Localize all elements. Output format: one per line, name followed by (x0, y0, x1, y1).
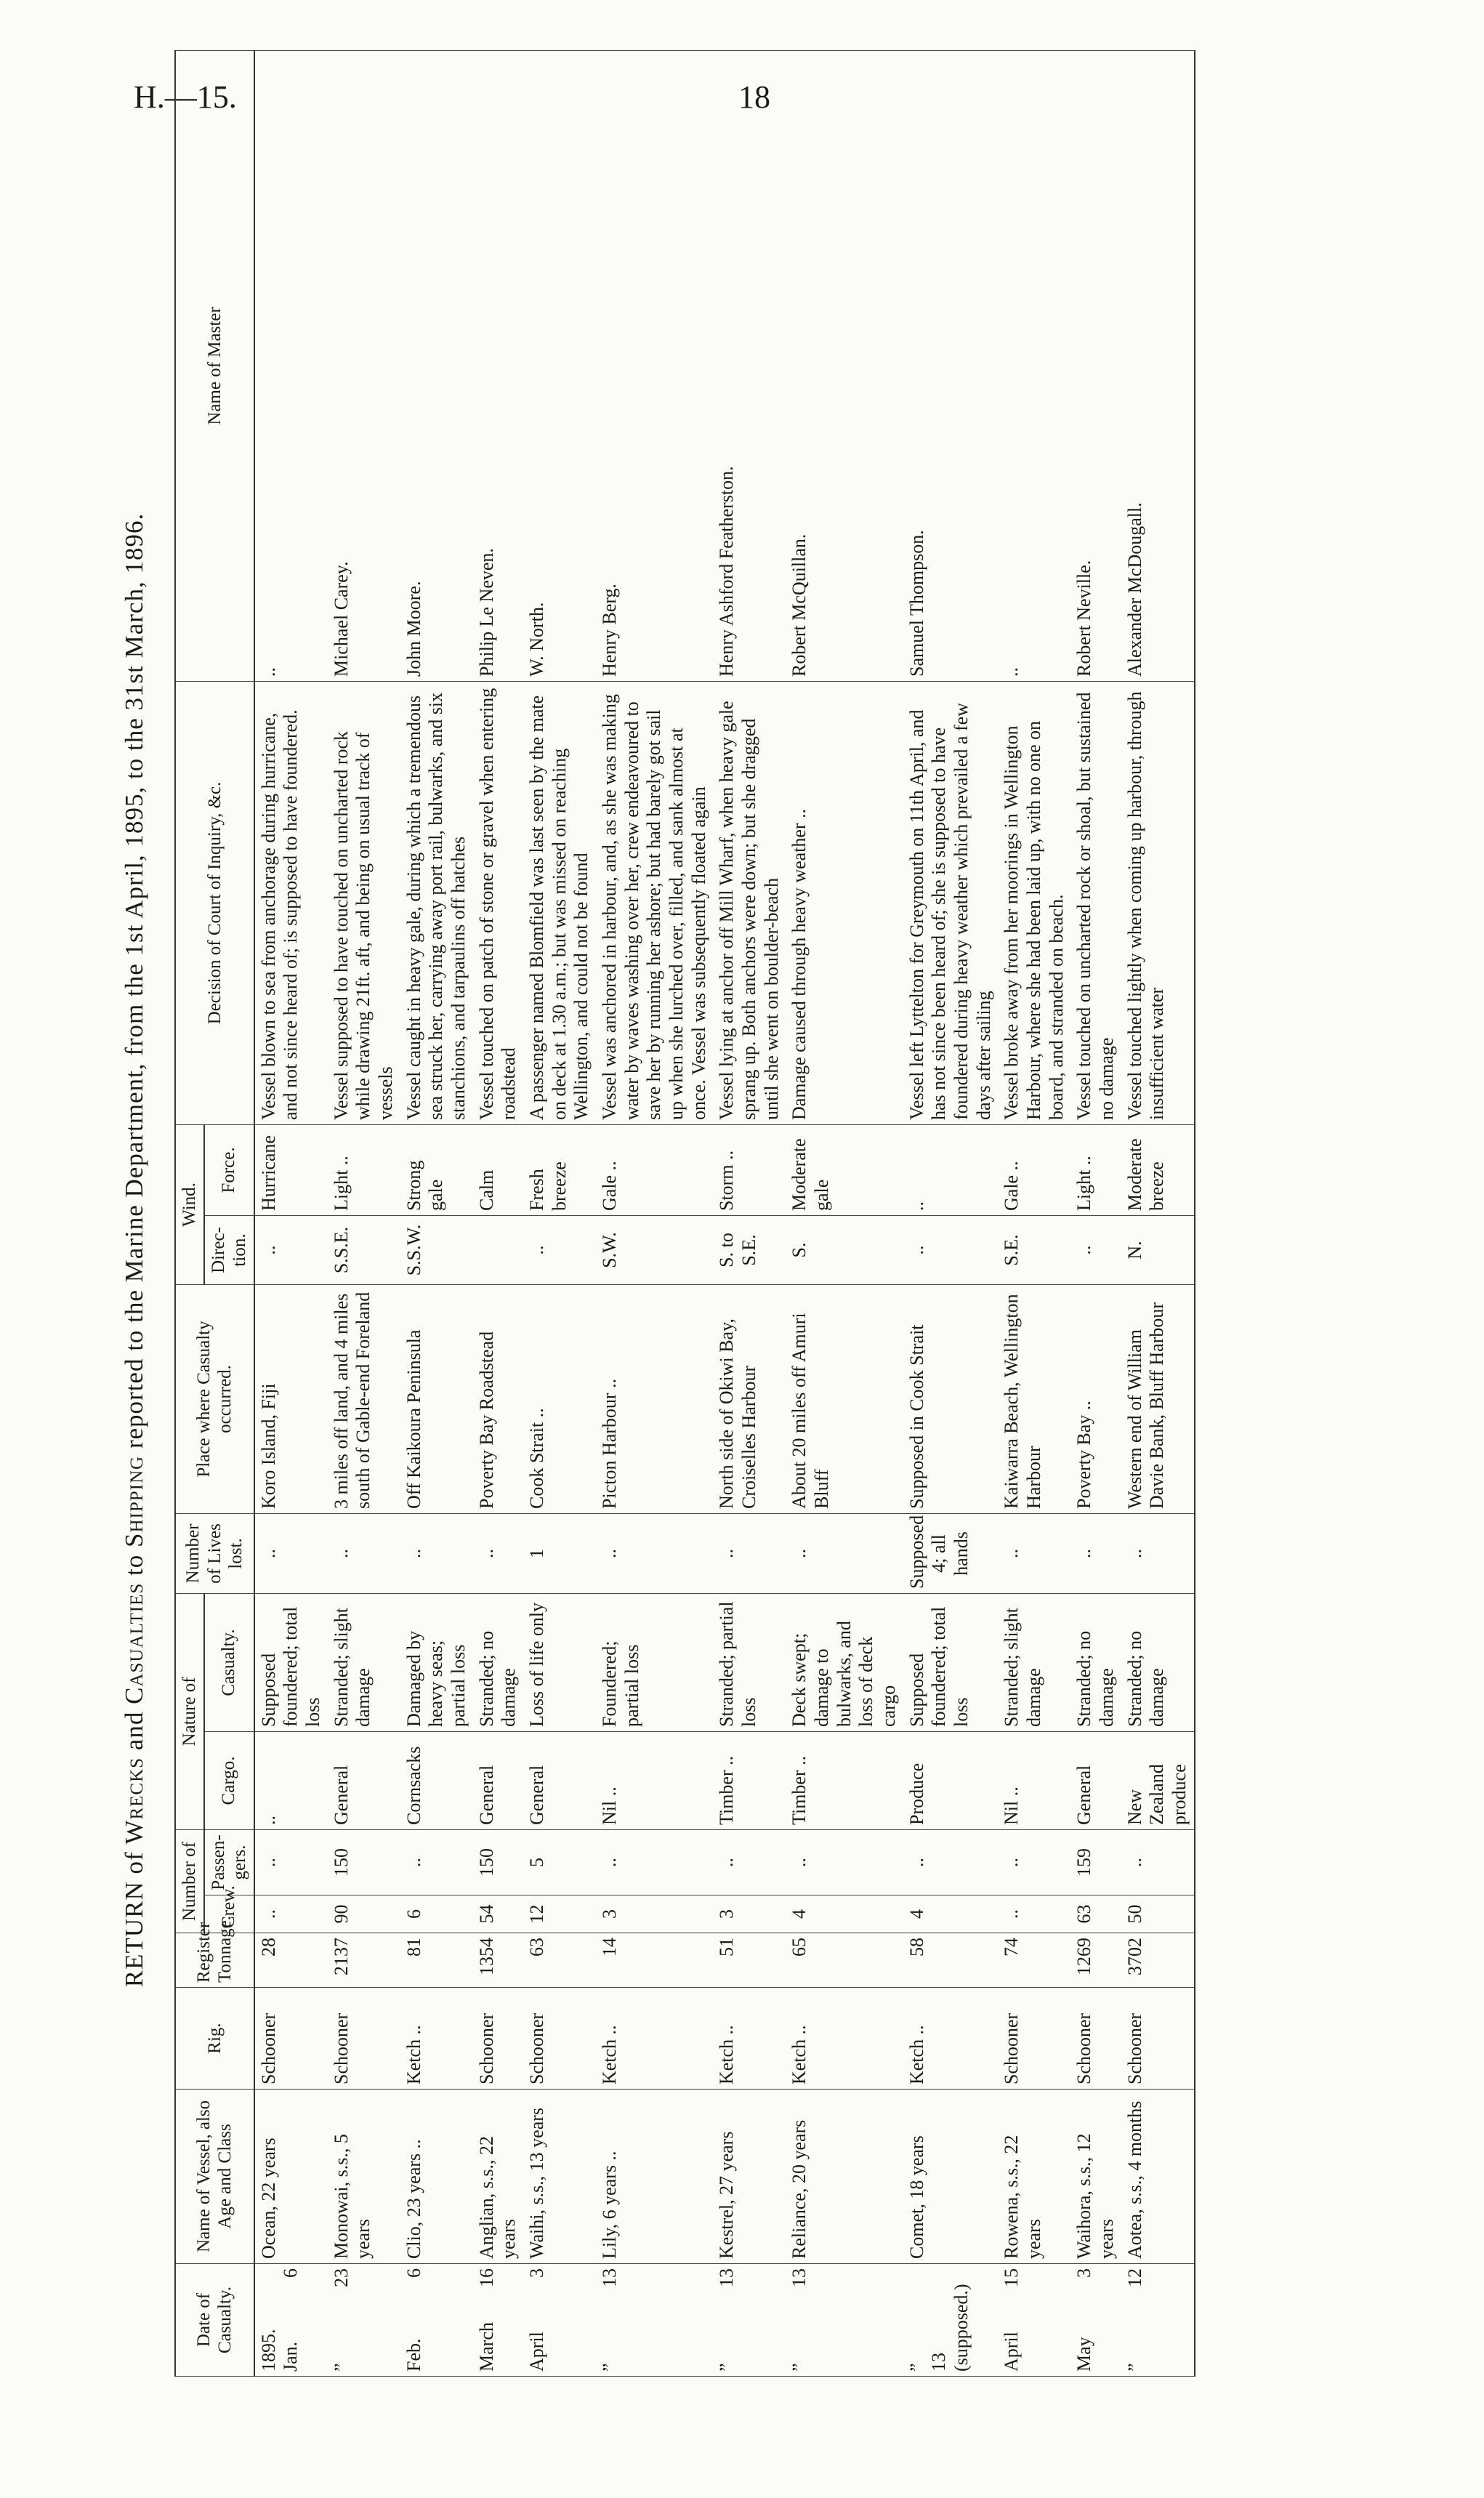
date-day: 3 (525, 2268, 547, 2278)
cell-casualty: Stranded; slight damage (998, 1594, 1070, 1732)
date-day: 15 (1001, 2268, 1023, 2287)
cell-lives: .. (713, 1514, 786, 1594)
cell-master: Robert Neville. (1070, 50, 1121, 681)
date-day: 16 (475, 2268, 497, 2287)
cell-force: Gale .. (596, 1124, 713, 1215)
date-month: ” (598, 2363, 620, 2372)
table-row (596, 50, 713, 2376)
title-to: to (120, 1547, 148, 1583)
cell-force: Moderate breeze (1121, 1124, 1195, 1215)
cell-date (786, 2264, 903, 2377)
cell-crew: .. (998, 1895, 1070, 1933)
table-row (1070, 50, 1121, 2376)
date-month: ” (716, 2363, 738, 2372)
title-shipping: Shipping (120, 1455, 148, 1547)
cell-tonnage: 28 (254, 1933, 328, 1988)
cell-cargo: General (523, 1732, 596, 1830)
cell-passengers: .. (713, 1830, 786, 1895)
col-rig: Rig. (175, 1988, 254, 2090)
cell-place: Off Kaikoura Peninsula (400, 1285, 473, 1514)
cell-cargo: General (1070, 1732, 1121, 1830)
cell-rig: Schooner (254, 1988, 328, 2090)
cell-place: Kaiwarra Beach, Wellington Harbour (998, 1285, 1070, 1514)
cell-direction: .. (903, 1216, 999, 1285)
cell-cargo: Produce (903, 1732, 999, 1830)
col-tonnage: Register Tonnage. (175, 1933, 254, 1988)
table-row (328, 50, 400, 2376)
date-year: 1895. (257, 2329, 279, 2372)
cell-crew: 4 (903, 1895, 999, 1933)
cell-decision: Vessel touched on uncharted rock or shoal, but sustained no damage (1070, 681, 1121, 1124)
cell-decision: Vessel touched lightly when coming up harbour, through insufficient water (1121, 681, 1195, 1124)
date-day: 13 (supposed.) (928, 2284, 972, 2372)
cell-direction (473, 1216, 523, 1285)
cell-cargo: New Zealand produce (1121, 1732, 1195, 1830)
cell-date (473, 2264, 523, 2377)
cell-vessel: Monowai, s.s., 5 years (328, 2090, 400, 2264)
cell-force: Hurricane (254, 1124, 328, 1215)
cell-direction: S.W. (596, 1216, 713, 1285)
cell-force: Light .. (328, 1124, 400, 1215)
document-reference: H.—15. (134, 79, 237, 115)
cell-place: Poverty Bay .. (1070, 1285, 1121, 1514)
col-crew: Crew. (204, 1895, 254, 1933)
cell-passengers: 150 (473, 1830, 523, 1895)
cell-passengers: .. (596, 1830, 713, 1895)
cell-casualty: Supposed foundered; total loss (903, 1594, 999, 1732)
date-day: 6 (403, 2268, 424, 2278)
cell-vessel: Waihi, s.s., 13 years (523, 2090, 596, 2264)
cell-place: North side of Okiwi Bay, Croiselles Harbour (713, 1285, 786, 1514)
cell-vessel: Comet, 18 years (903, 2090, 999, 2264)
cell-rig: Ketch .. (713, 1988, 786, 2090)
cell-lives: .. (400, 1514, 473, 1594)
cell-place: About 20 miles off Amuri Bluff (786, 1285, 903, 1514)
date-month: May (1073, 2337, 1095, 2372)
table-row (400, 50, 473, 2376)
cell-lives: .. (1070, 1514, 1121, 1594)
col-casualty: Casualty. (204, 1594, 254, 1732)
cell-vessel: Kestrel, 27 years (713, 2090, 786, 2264)
cell-crew: 3 (713, 1895, 786, 1933)
col-number-of: Number of (175, 1830, 204, 1933)
date-month: ” (1124, 2363, 1145, 2372)
cell-rig: Ketch .. (786, 1988, 903, 2090)
col-wind: Wind. (175, 1124, 204, 1284)
date-day: 12 (1124, 2268, 1145, 2287)
cell-casualty: Stranded; no damage (1121, 1594, 1195, 1732)
col-vessel: Name of Vessel, also Age and Class (175, 2090, 254, 2264)
cell-decision: Damage caused through heavy weather .. (786, 681, 903, 1124)
cell-master: Henry Ashford Featherston. (713, 50, 786, 681)
cell-cargo: Cornsacks (400, 1732, 473, 1830)
cell-master: Michael Carey. (328, 50, 400, 681)
cell-place: Western end of William Davie Bank, Bluff Harbour (1121, 1285, 1195, 1514)
cell-passengers: .. (786, 1830, 903, 1895)
date-day: 23 (330, 2268, 352, 2287)
table-row (1121, 50, 1195, 2376)
cell-lives: .. (473, 1514, 523, 1594)
date-month: April (1001, 2332, 1023, 2372)
cell-decision: Vessel was anchored in harbour, and, as she was making water by waves washing over her, crew endeavoured to save her by running her ashore; but had barely got sail up when she lurched over, filled, and sank almost at once. Vessel was subsequently floated again (596, 681, 713, 1124)
date-month: Jan. (280, 2341, 302, 2372)
col-decision: Decision of Court of Inquiry, &c. (175, 681, 254, 1124)
cell-decision: Vessel lying at anchor off Mill Wharf, when heavy gale sprang up. Both anchors were down; but she dragged until she went on boulder-beach (713, 681, 786, 1124)
cell-vessel: Aotea, s.s., 4 months (1121, 2090, 1195, 2264)
cell-crew: 4 (786, 1895, 903, 1933)
table-row (713, 50, 786, 2376)
return-title (109, 124, 160, 2377)
cell-passengers: 150 (328, 1830, 400, 1895)
cell-cargo: Nil .. (998, 1732, 1070, 1830)
cell-rig: Ketch .. (596, 1988, 713, 2090)
cell-casualty: Stranded; no damage (1070, 1594, 1121, 1732)
cell-date (523, 2264, 596, 2377)
cell-tonnage: 58 (903, 1933, 999, 1988)
rotated-return-table (109, 124, 1417, 2377)
cell-direction: S. (786, 1216, 903, 1285)
cell-master: Philip Le Neven. (473, 50, 523, 681)
cell-date (254, 2264, 328, 2377)
cell-date (903, 2264, 999, 2377)
cell-date (400, 2264, 473, 2377)
cell-force: Calm (473, 1124, 523, 1215)
col-date: Date of Casualty. (175, 2264, 254, 2377)
cell-direction: .. (254, 1216, 328, 1285)
cell-place: Cook Strait .. (523, 1285, 596, 1514)
date-day: 3 (1073, 2268, 1095, 2278)
title-pre: RETURN of (120, 1844, 148, 1988)
cell-lives: .. (998, 1514, 1070, 1594)
cell-decision: Vessel left Lyttelton for Greymouth on 11th April, and has not since been heard of; she is supposed to have foundered during heavy weather which prevailed a few days after sailing (903, 681, 999, 1124)
cell-direction: S.S.E. (328, 1216, 400, 1285)
cell-tonnage: 51 (713, 1933, 786, 1988)
cell-lives: 1 (523, 1514, 596, 1594)
table-row (786, 50, 903, 2376)
cell-cargo: Timber .. (786, 1732, 903, 1830)
title-casualties: Casualties (120, 1582, 148, 1704)
cell-crew: 54 (473, 1895, 523, 1933)
cell-force: Moderate gale (786, 1124, 903, 1215)
cell-casualty: Stranded; partial loss (713, 1594, 786, 1732)
cell-place: Supposed in Cook Strait (903, 1285, 999, 1514)
cell-force: Light .. (1070, 1124, 1121, 1215)
cell-force: .. (903, 1124, 999, 1215)
cell-rig: Schooner (523, 1988, 596, 2090)
cell-master: Robert McQuillan. (786, 50, 903, 681)
cell-master: Samuel Thompson. (903, 50, 999, 681)
date-day: 13 (598, 2268, 620, 2287)
cell-crew: 50 (1121, 1895, 1195, 1933)
cell-cargo: General (473, 1732, 523, 1830)
cell-crew: .. (254, 1895, 328, 1933)
cell-decision: Vessel blown to sea from anchorage during hurricane, and not since heard of; is supposed to have foundered. (254, 681, 328, 1124)
cell-passengers: .. (1121, 1830, 1195, 1895)
table-row (523, 50, 596, 2376)
cell-passengers: 159 (1070, 1830, 1121, 1895)
cell-casualty: Supposed foundered; total loss (254, 1594, 328, 1732)
cell-decision: Vessel supposed to have touched on uncharted rock while drawing 21ft. aft, and being on usual track of vessels (328, 681, 400, 1124)
cell-tonnage: 81 (400, 1933, 473, 1988)
cell-casualty: Damaged by heavy seas; partial loss (400, 1594, 473, 1732)
wrecks-table (174, 50, 1195, 2377)
cell-place: Koro Island, Fiji (254, 1285, 328, 1514)
cell-direction: .. (523, 1216, 596, 1285)
cell-tonnage: 63 (523, 1933, 596, 1988)
cell-passengers: .. (254, 1830, 328, 1895)
date-month: ” (330, 2363, 352, 2372)
date-day: 13 (716, 2268, 738, 2287)
cell-rig: Schooner (998, 1988, 1070, 2090)
col-cargo: Cargo. (204, 1732, 254, 1830)
cell-lives: .. (328, 1514, 400, 1594)
col-direction: Direc-tion. (204, 1216, 254, 1285)
cell-direction: S.S.W. (400, 1216, 473, 1285)
cell-rig: Schooner (473, 1988, 523, 2090)
col-lives: Number of Lives lost. (175, 1514, 254, 1594)
cell-force: Strong gale (400, 1124, 473, 1215)
cell-decision: Vessel touched on patch of stone or gravel when entering roadstead (473, 681, 523, 1124)
cell-tonnage: 1269 (1070, 1933, 1121, 1988)
cell-tonnage: 65 (786, 1933, 903, 1988)
col-master: Name of Master (175, 50, 254, 681)
table-row (998, 50, 1070, 2376)
date-month: ” (789, 2363, 810, 2372)
cell-rig: Schooner (1121, 1988, 1195, 2090)
date-month: April (525, 2332, 547, 2372)
cell-casualty: Stranded; slight damage (328, 1594, 400, 1732)
cell-decision: Vessel caught in heavy gale, during which a tremendous sea struck her, carrying away port rail, bulwarks, and six stanchions, and tarpaulins off hatches (400, 681, 473, 1124)
cell-crew: 6 (400, 1895, 473, 1933)
col-force: Force. (204, 1124, 254, 1215)
cell-force: Gale .. (998, 1124, 1070, 1215)
cell-master: W. North. (523, 50, 596, 681)
title-post: reported to the Marine Department, from the 1st April, 1895, to the 31st March, 1896. (120, 512, 148, 1456)
date-month: Feb. (403, 2338, 424, 2372)
cell-tonnage: 3702 (1121, 1933, 1195, 1988)
cell-decision: Vessel broke away from her moorings in Wellington Harbour, where she had been laid up, with no one on board, and stranded on beach. (998, 681, 1070, 1124)
cell-lives: .. (596, 1514, 713, 1594)
cell-passengers: .. (400, 1830, 473, 1895)
cell-direction: N. (1121, 1216, 1195, 1285)
cell-vessel: Ocean, 22 years (254, 2090, 328, 2264)
table-row (903, 50, 999, 2376)
title-and: and (120, 1704, 148, 1757)
cell-tonnage: 74 (998, 1933, 1070, 1988)
cell-crew: 63 (1070, 1895, 1121, 1933)
date-month: ” (906, 2363, 927, 2372)
cell-vessel: Anglian, s.s., 22 years (473, 2090, 523, 2264)
cell-rig: Schooner (1070, 1988, 1121, 2090)
cell-crew: 12 (523, 1895, 596, 1933)
table-row (473, 50, 523, 2376)
cell-master: Alexander McDougall. (1121, 50, 1195, 681)
cell-crew: 3 (596, 1895, 713, 1933)
cell-place: 3 miles off land, and 4 miles south of Gable-end Foreland (328, 1285, 400, 1514)
cell-date (328, 2264, 400, 2377)
cell-date (713, 2264, 786, 2377)
cell-passengers: 5 (523, 1830, 596, 1895)
cell-lives: Supposed 4; all hands (903, 1514, 999, 1594)
cell-master: .. (998, 50, 1070, 681)
cell-vessel: Reliance, 20 years (786, 2090, 903, 2264)
cell-tonnage: 2137 (328, 1933, 400, 1988)
cell-force: Fresh breeze (523, 1124, 596, 1215)
cell-cargo: .. (254, 1732, 328, 1830)
cell-rig: Ketch .. (400, 1988, 473, 2090)
cell-casualty: Stranded; no damage (473, 1594, 523, 1732)
cell-decision: A passenger named Blomfield was last seen by the mate on deck at 1.30 a.m.; but was missed on reaching Wellington, and could not be found (523, 681, 596, 1124)
cell-vessel: Lily, 6 years .. (596, 2090, 713, 2264)
cell-master: .. (254, 50, 328, 681)
cell-lives: .. (254, 1514, 328, 1594)
cell-cargo: Nil .. (596, 1732, 713, 1830)
cell-place: Picton Harbour .. (596, 1285, 713, 1514)
cell-place: Poverty Bay Roadstead (473, 1285, 523, 1514)
cell-crew: 90 (328, 1895, 400, 1933)
date-day: 6 (280, 2268, 302, 2278)
col-nature-of: Nature of (175, 1594, 204, 1830)
cell-master: Henry Berg. (596, 50, 713, 681)
cell-rig: Schooner (328, 1988, 400, 2090)
col-place: Place where Casualty occurred. (175, 1285, 254, 1514)
cell-vessel: Rowena, s.s., 22 years (998, 2090, 1070, 2264)
title-wrecks: Wrecks (120, 1757, 148, 1845)
cell-date (1070, 2264, 1121, 2377)
date-month: March (475, 2322, 497, 2372)
cell-vessel: Clio, 23 years .. (400, 2090, 473, 2264)
cell-cargo: General (328, 1732, 400, 1830)
cell-direction: .. (1070, 1216, 1121, 1285)
cell-passengers: .. (998, 1830, 1070, 1895)
cell-direction: S.E. (998, 1216, 1070, 1285)
col-passengers: Passen-gers. (204, 1830, 254, 1895)
cell-vessel: Waihora, s.s., 12 years (1070, 2090, 1121, 2264)
cell-casualty: Loss of life only (523, 1594, 596, 1732)
cell-date (998, 2264, 1070, 2377)
cell-force: Storm .. (713, 1124, 786, 1215)
cell-lives: .. (1121, 1514, 1195, 1594)
cell-lives: .. (786, 1514, 903, 1594)
date-day: 13 (789, 2268, 810, 2287)
cell-passengers: .. (903, 1830, 999, 1895)
cell-tonnage: 1354 (473, 1933, 523, 1988)
cell-casualty: Deck swept; damage to bulwarks, and loss of deck cargo (786, 1594, 903, 1732)
cell-casualty: Foundered; partial loss (596, 1594, 713, 1732)
page-number: 18 (738, 79, 770, 115)
cell-master: John Moore. (400, 50, 473, 681)
cell-rig: Ketch .. (903, 1988, 999, 2090)
cell-date (1121, 2264, 1195, 2377)
cell-tonnage: 14 (596, 1933, 713, 1988)
table-row (254, 50, 328, 2376)
cell-date (596, 2264, 713, 2377)
cell-direction: S. to S.E. (713, 1216, 786, 1285)
cell-cargo: Timber .. (713, 1732, 786, 1830)
